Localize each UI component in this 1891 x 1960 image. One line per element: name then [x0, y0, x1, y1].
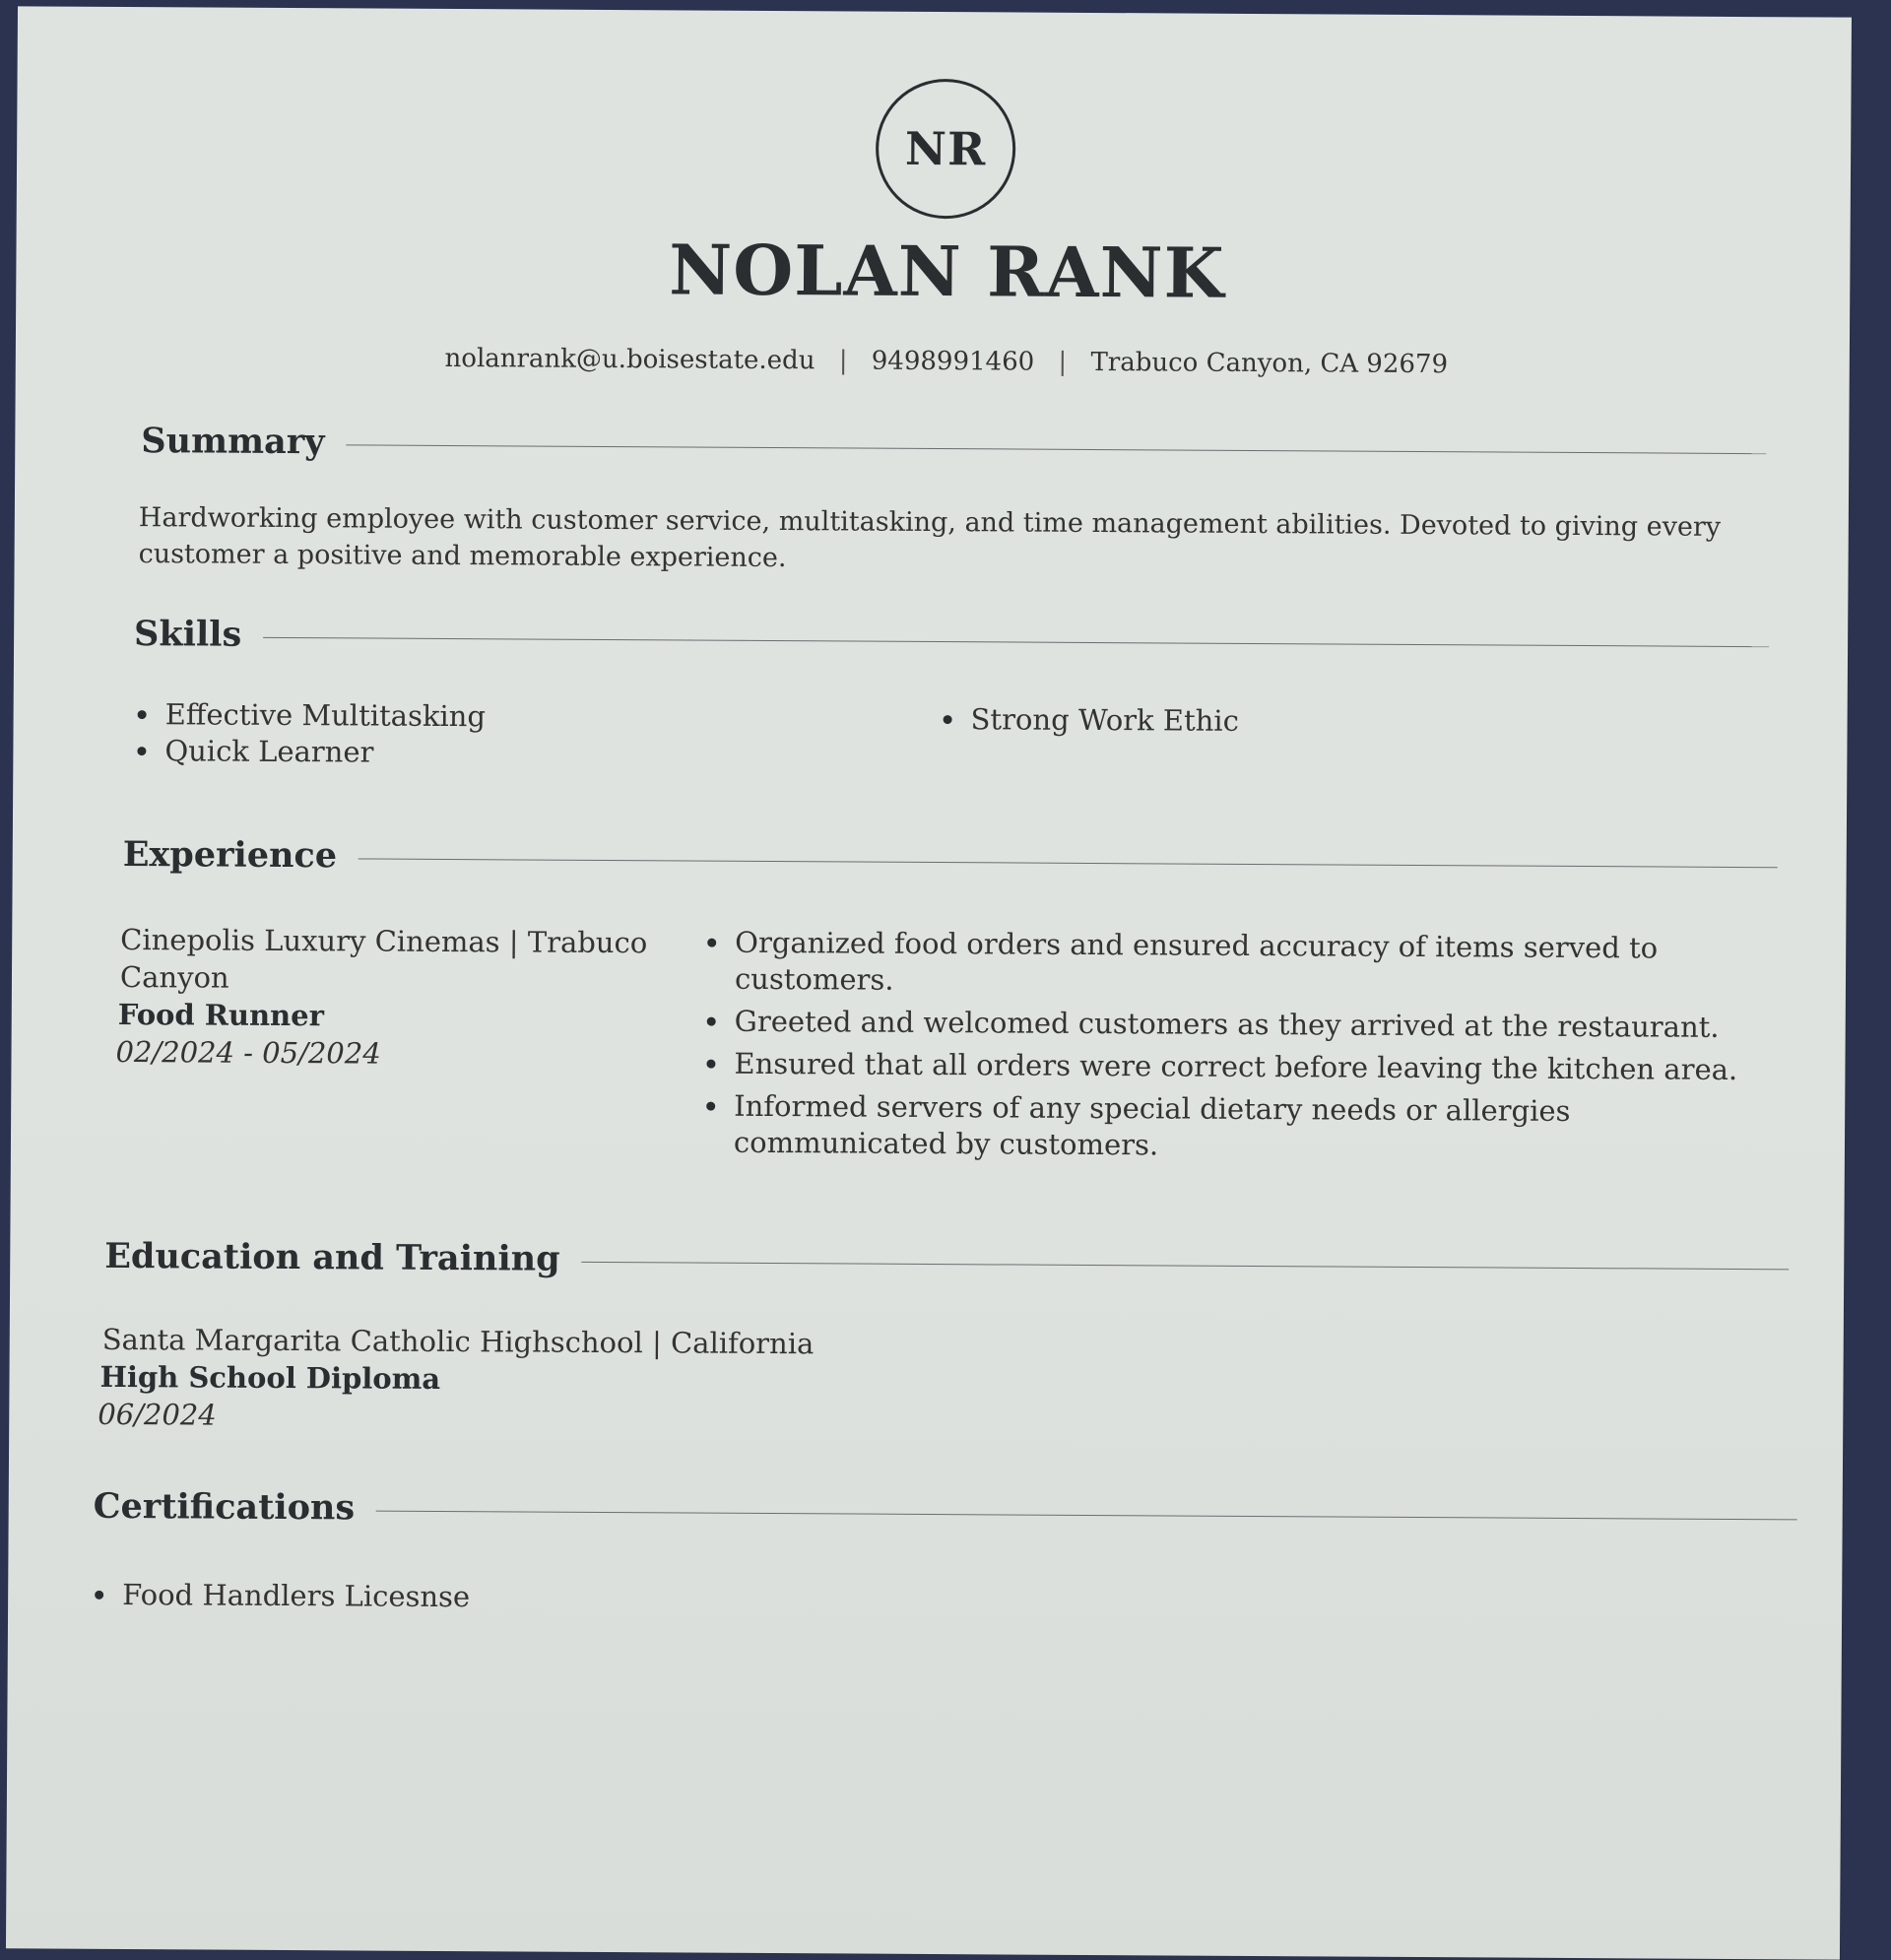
summary-text: Hardworking employee with customer service, multitasking, and time management abilities. Devoted to giving every customer a positive and memorable experience.	[138, 502, 1722, 574]
contact-email: nolanrank@u.boisestate.edu	[444, 343, 815, 376]
candidate-name: NOLAN RANK	[669, 229, 1225, 314]
education-degree: High School Diploma	[99, 1359, 441, 1396]
section-divider	[263, 637, 1769, 647]
summary-title: Summary	[141, 421, 325, 463]
experience-bullet: Ensured that all orders were correct before leaving the kitchen area.	[700, 1046, 1784, 1089]
certifications-list	[89, 1577, 877, 1618]
resume-page	[6, 6, 1852, 1959]
certifications-heading	[94, 1486, 1797, 1537]
contact-line	[16, 341, 1877, 382]
skill-item: Quick Learner	[131, 733, 820, 773]
experience-bullet: Greeted and welcomed customers as they arrived at the restaurant.	[701, 1004, 1785, 1047]
experience-employer-cont: Canyon	[119, 959, 229, 995]
education-heading	[104, 1236, 1789, 1286]
experience-dates: 02/2024 - 05/2024	[115, 1034, 381, 1071]
certifications-title: Certifications	[93, 1485, 356, 1529]
education-school: Santa Margarita Catholic Highschool | California	[101, 1322, 815, 1361]
contact-phone: 9498991460	[871, 346, 1035, 377]
education-date: 06/2024	[98, 1397, 217, 1432]
education-title: Education and Training	[104, 1235, 560, 1279]
skill-item: Effective Multitasking	[132, 696, 821, 737]
experience-bullet: Informed servers of any special dietary needs or allergies communicated by customers.	[700, 1088, 1784, 1168]
certification-item: Food Handlers Licesnse	[89, 1577, 877, 1618]
section-divider	[376, 1511, 1797, 1521]
section-divider	[347, 444, 1767, 454]
experience-title: Experience	[122, 833, 338, 877]
skills-list-right	[937, 701, 1626, 742]
monogram-badge	[876, 79, 1016, 220]
monogram-text: NR	[904, 121, 987, 176]
contact-separator: |	[1058, 347, 1068, 377]
skills-list-left	[131, 696, 820, 773]
experience-bullets	[700, 925, 1785, 1168]
experience-role: Food Runner	[117, 997, 325, 1033]
contact-separator: |	[838, 346, 848, 376]
section-divider	[359, 858, 1778, 868]
experience-employer: Cinepolis Luxury Cinemas | Trabuco	[120, 922, 648, 960]
summary-heading	[141, 421, 1766, 471]
skill-item: Strong Work Ethic	[937, 701, 1626, 742]
skills-heading	[134, 614, 1769, 664]
experience-heading	[123, 834, 1778, 884]
contact-location: Trabuco Canyon, CA 92679	[1090, 347, 1449, 380]
experience-bullet: Organized food orders and ensured accuracy of items served to customers.	[701, 925, 1785, 1005]
skills-title: Skills	[134, 614, 242, 655]
section-divider	[582, 1262, 1790, 1270]
